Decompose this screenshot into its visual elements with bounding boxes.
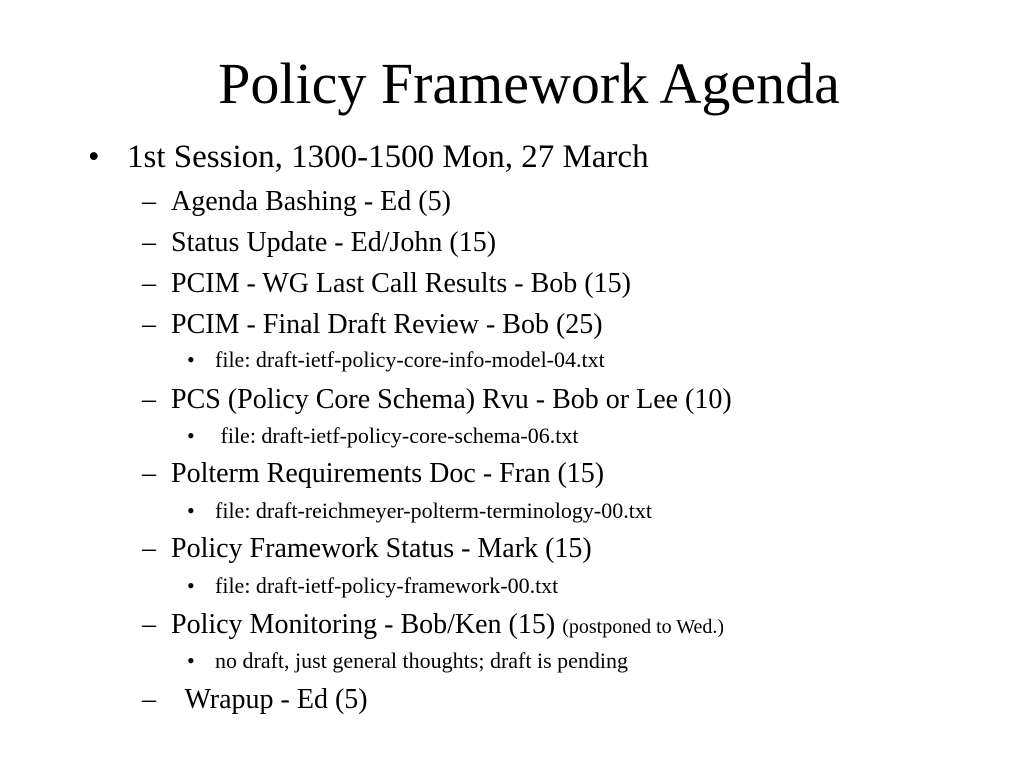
- postponed-note: (postponed to Wed.): [562, 616, 725, 638]
- dash-marker: –: [142, 186, 156, 217]
- bullet-marker: •: [187, 423, 195, 448]
- agenda-item-text: Policy Framework Status - Mark (15): [171, 533, 592, 564]
- dash-marker: –: [142, 227, 156, 258]
- dash-marker: –: [142, 458, 156, 489]
- bullet-marker: •: [187, 347, 195, 372]
- dash-marker: –: [142, 533, 156, 564]
- dash-marker: –: [142, 268, 156, 299]
- dash-marker: –: [142, 684, 156, 715]
- dash-marker: –: [142, 384, 156, 415]
- dash-marker: –: [142, 309, 156, 340]
- file-subitem-text: file: draft-ietf-policy-core-info-model-04.txt: [215, 347, 605, 372]
- agenda-item-text: Status Update - Ed/John (15): [171, 227, 497, 258]
- agenda-item-text: Policy Monitoring - Bob/Ken (15): [171, 609, 556, 640]
- file-subitem-text: no draft, just general thoughts; draft is pending: [215, 648, 629, 673]
- bullet-marker: •: [187, 573, 195, 598]
- file-subitem-text: file: draft-reichmeyer-polterm-terminology-00.txt: [215, 498, 652, 523]
- agenda-item-text: Agenda Bashing - Ed (5): [171, 186, 451, 217]
- bullet-marker: •: [88, 139, 100, 175]
- session-label: 1st Session, 1300-1500 Mon, 27 March: [127, 139, 649, 175]
- bullet-marker: •: [187, 648, 195, 673]
- agenda-item-text: PCIM - Final Draft Review - Bob (25): [171, 309, 603, 340]
- agenda-item-text: Wrapup - Ed (5): [171, 684, 368, 715]
- dash-marker: –: [142, 609, 156, 640]
- agenda-item-text: PCIM - WG Last Call Results - Bob (15): [171, 268, 631, 299]
- agenda-item-text-wrap: [171, 608, 724, 644]
- file-subitem-text: file: draft-ietf-policy-core-schema-06.txt: [215, 423, 579, 448]
- file-subitem-text: file: draft-ietf-policy-framework-00.txt: [215, 573, 559, 598]
- agenda-item-text: PCS (Policy Core Schema) Rvu - Bob or Lee (10): [171, 384, 732, 415]
- bullet-marker: •: [187, 498, 195, 523]
- agenda-item-text: Polterm Requirements Doc - Fran (15): [171, 458, 605, 489]
- slide-title: Policy Framework Agenda: [218, 51, 840, 116]
